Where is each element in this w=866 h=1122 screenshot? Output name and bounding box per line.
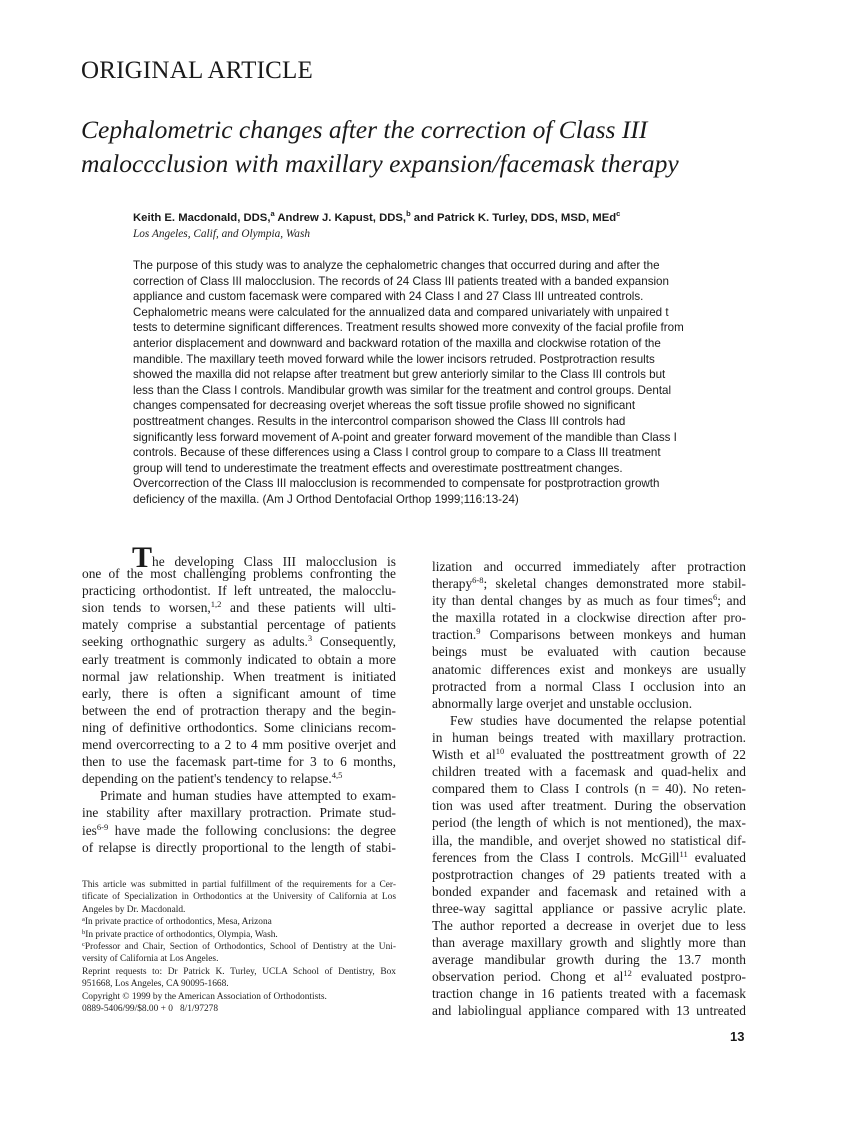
affiliation-mark: c <box>616 209 621 218</box>
citation: 4,5 <box>331 770 343 781</box>
body-line: and labiolingual appliance compared with 13 untreated <box>432 1003 746 1019</box>
abstract <box>133 258 733 508</box>
body-line: average mandibular growth during the 13.7 month <box>432 952 746 968</box>
author-name: and Patrick K. Turley, DDS, MSD, MEd <box>413 211 617 224</box>
citation: 1,2 <box>210 599 222 610</box>
body-line: in human beings treated with maxillary protraction. <box>432 729 746 745</box>
author-list <box>133 209 620 224</box>
citation: 6-9 <box>96 821 109 832</box>
citation: 3 <box>307 633 313 644</box>
body-line: traction.$^9$ Comparisons between monkeys and human <box>432 626 746 643</box>
body-line: Wisth et $al^{10}$ evaluated the posttreatment growth of 22 <box>432 746 746 763</box>
body-line: of relapse is directly proportional to the length of stabi- <box>82 839 396 855</box>
body-line: than average maxillary growth and slightly more than <box>432 935 746 951</box>
abstract-line: mandible. The maxillary teeth moved forward while the lower incisors retruded. Postprotraction results <box>133 352 655 366</box>
footnote-line: 951668, Los Angeles, CA 90095-1668. <box>82 979 229 990</box>
body-line: practicing orthodontist. If left untreated, the malocclu- <box>82 583 396 599</box>
body-line: three-way sagittal appliance or passive acrylic plate. <box>432 900 746 916</box>
abstract-line: less than the Class I controls. Mandibular growth was similar for the treatment and control groups. Dental <box>133 383 672 397</box>
citation: 12 <box>623 968 632 979</box>
body-line: anatomic differences exist and monkeys are usually <box>432 661 746 677</box>
citation: 6-8 <box>472 575 484 586</box>
footnote-line: Reprint requests to: Dr Patrick K. Turley, UCLA School of Dentistry, Box <box>82 966 396 977</box>
body-line: abnormally large overjet and unstable occlusion. <box>432 695 693 711</box>
body-line: early treatment is commonly indicated to obtain a more <box>82 651 396 667</box>
body-line: ies$^{6-9}$ have made the following conclusions: the degree <box>82 821 396 838</box>
footnote-line: $^a$In private practice of orthodontics, Mesa, Arizona <box>82 916 272 928</box>
abstract-line: changes compensated for decreasing overjet whereas the soft tissue profile showed no significant <box>133 399 636 413</box>
abstract-line: appliance and custom facemask were compared with 24 Class I and 27 Class III untreated controls. <box>133 290 644 304</box>
footnotes <box>82 879 396 1015</box>
abstract-line: posttreatment changes. Results in the intercontrol comparison showed the Class III controls had <box>133 414 626 428</box>
citation: 10 <box>495 746 505 757</box>
title-line: maloccclusion with maxillary expansion/facemask therapy <box>81 149 679 178</box>
body-line: early, there is often a significant amount of time <box>82 685 396 701</box>
body-line: children treated with a facemask and quad-helix and <box>432 764 746 780</box>
footnote-line: This article was submitted in partial fulfillment of the requirements for a Cer- <box>82 880 396 890</box>
abstract-line: deficiency of the maxilla. (Am J Orthod Dentofacial Orthop 1999;116:13-24) <box>133 492 519 506</box>
body-line: depending on the patient's tendency to relapse.$^{4,5}$ <box>82 770 343 787</box>
body-line: Few studies have documented the relapse potential <box>450 712 746 728</box>
body-line: The author reported a decrease in overjet due to less <box>432 917 746 933</box>
body-line: observation period. Chong et $al^{12}$ evaluated postpro- <box>432 968 746 985</box>
abstract-line: anterior displacement and downward and backward rotation of the maxilla and clockwise rotation of the <box>133 336 661 350</box>
body-line: ferences from the Class I controls. McGill$^{11}$ evaluated <box>432 848 747 865</box>
body-line: seeking orthognathic surgery as adults.$^3$ Consequently, <box>82 633 397 650</box>
footnote-line: $^c$Professor and Chair, Section of Orthodontics, School of Dentistry at the Uni- <box>82 940 396 952</box>
abstract-line: showed the maxilla did not relapse after treatment but grew anteriorly similar to the Class III controls but <box>133 368 666 382</box>
body-line: traction change in 16 patients treated with a facemask <box>432 986 746 1002</box>
author-name: Keith E. Macdonald, DDS, <box>133 211 271 224</box>
body-line: ity than dental changes by as much as four times$^6$; and <box>432 592 746 609</box>
affiliation-mark: b <box>406 209 411 218</box>
footnote-line: $^b$In private practice of orthodontics, Olympia, Wash. <box>82 928 278 940</box>
abstract-line: significantly less forward movement of A-point and greater forward movement of the mandible than Class I <box>133 430 677 444</box>
body-line: ning of definitive orthodontics. Some clinicians recom- <box>82 719 396 735</box>
body-line: sion tends to worsen,$^{1,2}$ and these patients will ulti- <box>82 599 396 616</box>
body-line: period (the length of which is not mentioned), the max- <box>432 815 746 831</box>
body-line: protracted from a normal Class I occlusion into an <box>432 678 746 694</box>
body-line: mately comprise a substantial percentage of patients <box>82 617 396 633</box>
body-line: compared them to Class I controls (n = 40). No reten- <box>432 781 746 797</box>
body-line: mend overcorrecting to a 2 to 4 mm positive overjet and <box>82 737 396 753</box>
body-line: then to use the facemask part-time for 3 to 6 months, <box>82 754 396 770</box>
abstract-line: correction of Class III malocclusion. The records of 24 Class III patients treated with a banded expansion <box>133 274 669 288</box>
abstract-line: group will tend to underestimate the treatment effects and overestimate posttreatment changes. <box>133 461 623 475</box>
body-line: illa, the mandible, and overjet showed no statistical dif- <box>432 832 746 848</box>
body-column-right <box>432 558 746 1020</box>
footnote-line: versity of California at Los Angeles. <box>82 954 219 965</box>
abstract-line: Overcorrection of the Class III malocclusion is recommended to compensate for postprotraction growth <box>133 477 660 491</box>
body-line: The developing Class III malocclusion is <box>132 541 396 574</box>
body-line: therapy$^{6-8}$; skeletal changes demonstrated more stabil- <box>432 575 746 592</box>
drop-cap: T <box>132 541 153 574</box>
footnote-mark: c <box>82 940 85 948</box>
footnote-mark: a <box>82 916 85 924</box>
abstract-line: The purpose of this study was to analyze the cephalometric changes that occurred during and after the <box>133 259 660 272</box>
footnote-line: tificate of Specialization in Orthodontics at the University of California at Los <box>82 892 396 903</box>
affiliation-mark: a <box>270 209 275 218</box>
body-line: tion was used after treatment. During the observation <box>432 798 746 814</box>
citation: 9 <box>476 626 481 637</box>
body-line: beings must be evaluated with caution because <box>432 644 746 660</box>
footnote-line: Angeles by Dr. Macdonald. <box>82 904 186 915</box>
body-column-left <box>82 541 397 856</box>
footnote-line: Copyright © 1999 by the American Association of Orthodontists. <box>82 991 327 1002</box>
footnote-line: 0889-5406/99/$8.00 + 0 8/1/97278 <box>82 1003 219 1014</box>
footnote-mark: b <box>82 928 86 936</box>
abstract-line: tests to determine significant differences. Treatment results showed more convexity of the facial profile from <box>133 321 684 335</box>
body-line: postprotraction changes of 29 patients treated with a <box>432 866 746 882</box>
body-line: normal jaw relationship. When treatment is initiated <box>82 668 396 684</box>
author-location: Los Angeles, Calif, and Olympia, Wash <box>133 228 310 240</box>
title-line: Cephalometric changes after the correction of Class III <box>81 115 648 144</box>
page-number: 13 <box>730 1029 745 1044</box>
body-line: ine stability after maxillary protraction. Primate stud- <box>82 805 396 821</box>
abstract-line: Cephalometric means were calculated for the annualized data and compared univariately with unpaired t <box>133 305 669 319</box>
body-line: Primate and human studies have attempted to exam- <box>100 788 396 804</box>
body-line: between the end of protraction therapy and the begin- <box>82 702 396 718</box>
abstract-line: controls. Because of these differences using a Class I control group to compare to a Class III treatment <box>133 446 661 460</box>
article-title <box>81 113 781 181</box>
section-label: ORIGINAL ARTICLE <box>81 57 313 84</box>
author-name: Andrew J. Kapust, DDS, <box>277 211 407 224</box>
body-line: the maxilla rotated in a clockwise direction after pro- <box>432 610 746 626</box>
citation: 11 <box>679 848 688 859</box>
body-line: lization and occurred immediately after protraction <box>432 559 746 574</box>
citation: 6 <box>713 592 718 603</box>
body-line: bonded expander and facemask and retained with a <box>432 883 746 899</box>
body-line: one of the most challenging problems confronting the <box>82 566 396 582</box>
